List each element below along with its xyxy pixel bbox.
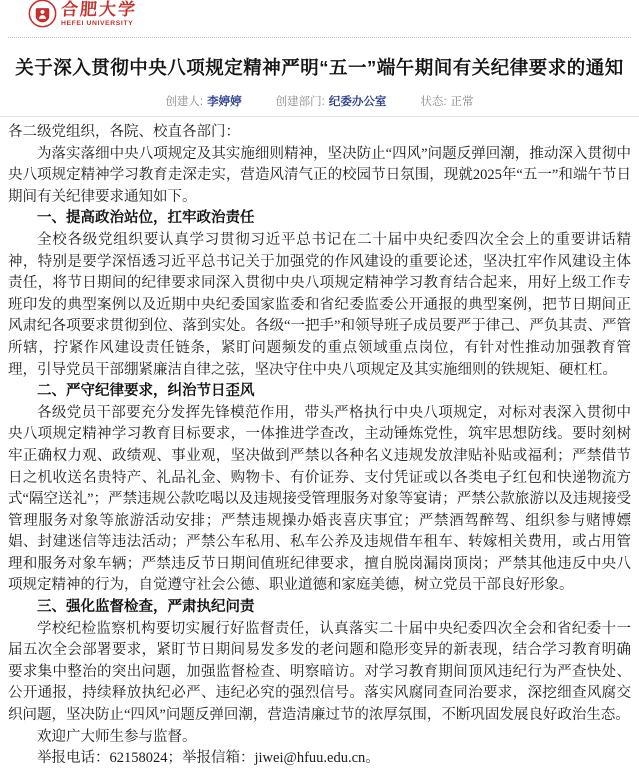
section-heading-1: 一、提高政治站位，扛牢政治责任 bbox=[37, 210, 255, 227]
header-dotted-divider bbox=[8, 37, 631, 38]
meta-status-badge: 正常 bbox=[450, 96, 474, 108]
page-header bbox=[0, 0, 639, 31]
meta-department-label: 创建部门: bbox=[275, 96, 325, 108]
university-name-en: HEFEI UNIVERSITY bbox=[61, 20, 134, 27]
meta-creator-value: 李婷婷 bbox=[207, 96, 242, 108]
document-meta bbox=[0, 95, 639, 110]
salutation: 各二级党组织，各院、校直各部门： bbox=[8, 124, 240, 140]
page-title: 关于深入贯彻中央八项规定精神严明“五一”端午期间有关纪律要求的通知 bbox=[15, 57, 624, 78]
meta-creator bbox=[165, 95, 241, 110]
report-contact-paragraph: 举报电话：62158024；举报信箱：jiwei@hfuu.edu.cn。 bbox=[37, 750, 380, 767]
university-emblem-icon bbox=[28, 0, 57, 28]
intro-paragraph: 为落实落细中央八项规定及其实施细则精神，坚决防止“四风”问题反弹回潮，推动深入贯彻中央八项规定精神学习教育走深走实，营造风清气正的校园节日氛围，现就2025年“五一”和端午节日期间有关纪律要求通知如下。 bbox=[8, 145, 631, 205]
meta-status-label: 状态: bbox=[420, 96, 447, 108]
section-heading-2: 二、严守纪律要求，纠治节日歪风 bbox=[37, 383, 255, 400]
section-3-paragraph: 学校纪检监察机构要切实履行好监督责任，认真落实二十届中央纪委四次全会和省纪委十一届五次全会部署要求，紧盯节日期间易发多发的老问题和隐形变异的新表现，结合学习教育明确要求集中整治的突出问题，加强监督检查、明察暗访。对学习教育期间顶风违纪行为严查快处、公开通报，持续释放执纪必严、违纪必究的强烈信号。落实风腐同查同治要求，深挖细查风腐交织问题，坚决防止“四风”问题反弹回潮，营造清廉过节的浓厚氛围，不断巩固发展良好政治生态。 bbox=[8, 620, 631, 724]
section-heading-3: 三、强化监督检查，严肃执纪问责 bbox=[37, 599, 255, 616]
university-name-cn: 合肥大学 bbox=[60, 0, 138, 19]
section-1-paragraph: 全校各级党组织要认真学习贯彻习近平总书记在二十届中央纪委四次全会上的重要讲话精神，特别是要学深悟透习近平总书记关于加强党的作风建设的重要论述，坚决扛牢作风建设主体责任，将节日期间的纪律要求同深入贯彻中央八项规定精神学习教育结合起来，用好上级工作专班印发的典型案例以及近期中央纪委国家监委和省纪委监委公开通报的典型案例，把节日期间正风肃纪各项要求贯彻到位、落到实处。各级“一把手”和领导班子成员要严于律己、严负其责、严管所辖，拧紧作风建设责任链条，紧盯问题频发的重点领域重点岗位，有针对性推动加强教育管理，引导党员干部绷紧廉洁自律之弦，坚决守住中央八项规定及其实施细则的铁规矩、硬杠杠。 bbox=[8, 231, 631, 378]
section-2-paragraph: 各级党员干部要充分发挥先锋模范作用，带头严格执行中央八项规定，对标对表深入贯彻中央八项规定精神学习教育目标要求，一体推进学查改，主动锤炼党性，筑牢思想防线。要时刻树牢正确权力观、政绩观、事业观，坚决做到严禁以各种名义违规发放津贴补贴或福利；严禁借节日之机收送名贵特产、礼品礼金、购物卡、有价证券、支付凭证或以各类电子红包和快递物流方式“隔空送礼”；严禁违规公款吃喝以及违规接受管理服务对象等宴请；严禁公款旅游以及违规接受管理服务对象等旅游活动安排；严禁违规操办婚丧喜庆事宜；严禁酒驾醉驾、组织参与赌博嫖娼、封建迷信等违法活动；严禁公车私用、私车公养及违规借车租车、转嫁相关费用，或占用管理和服务对象车辆；严禁违反节日期间值班纪律要求，擅自脱岗漏岗顶岗；严禁其他违反中央八项规定精神的行为，自觉遵守社会公德、职业道德和家庭美德，树立党员干部良好形象。 bbox=[8, 404, 631, 594]
supervision-invite-paragraph: 欢迎广大师生参与监督。 bbox=[37, 728, 197, 745]
meta-department-value: 纪委办公室 bbox=[328, 96, 387, 108]
university-logotype bbox=[61, 1, 137, 28]
meta-status bbox=[420, 95, 473, 110]
notice-body bbox=[0, 117, 639, 770]
university-logo bbox=[28, 1, 639, 28]
meta-department bbox=[276, 95, 387, 110]
meta-creator-label: 创建人: bbox=[165, 96, 204, 108]
